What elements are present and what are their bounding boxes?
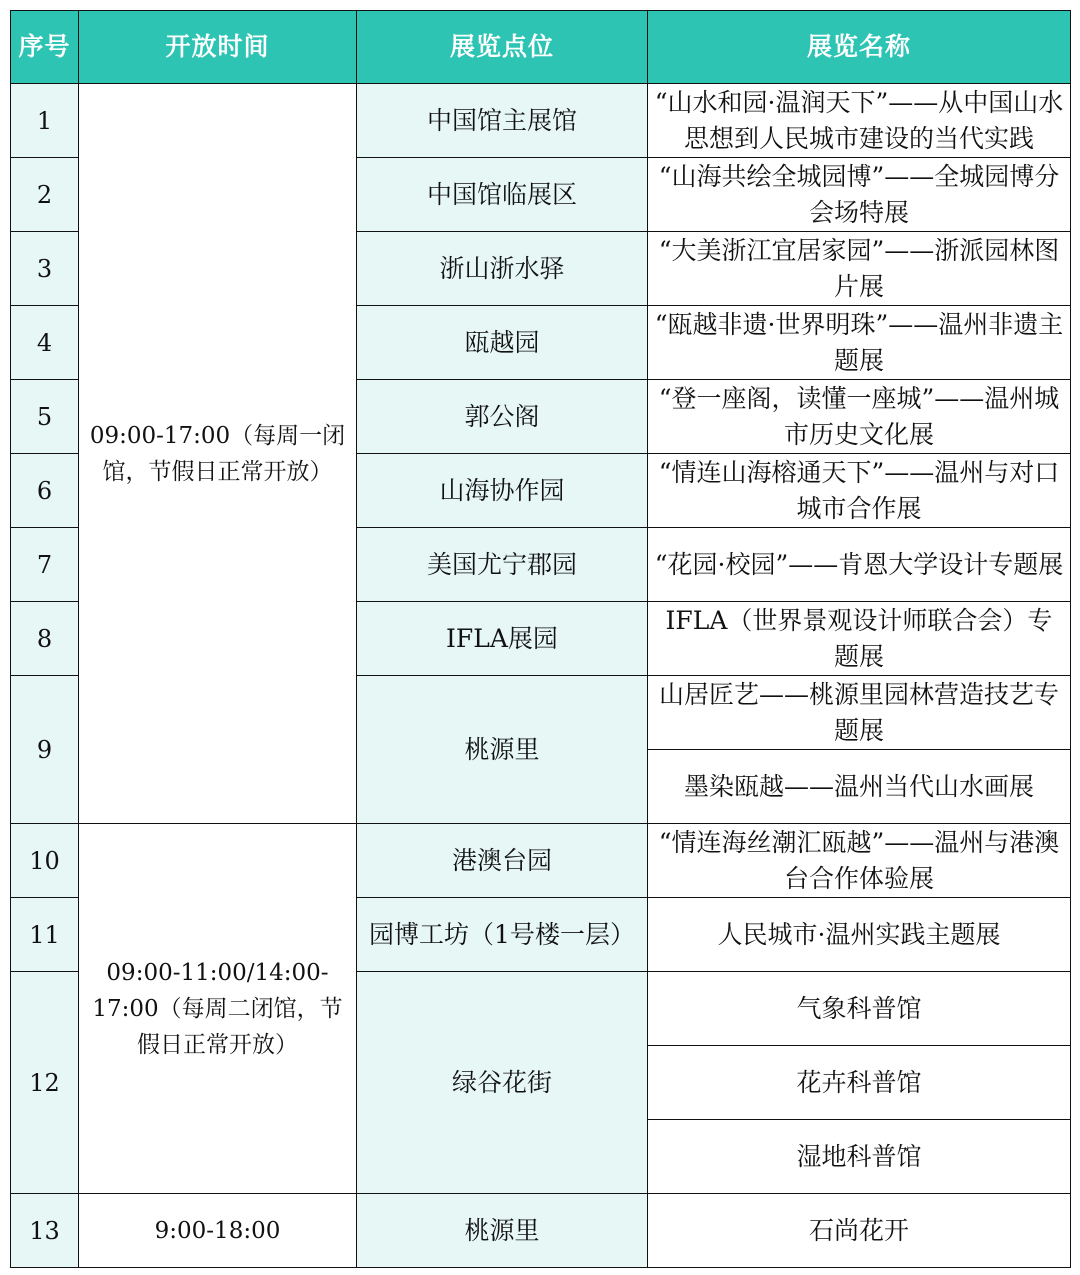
row-index: 6: [11, 454, 79, 528]
exhibition-name-cell: 墨染瓯越——温州当代山水画展: [648, 750, 1071, 824]
header-name: 展览名称: [648, 11, 1071, 84]
row-index: 13: [11, 1194, 79, 1268]
exhibition-name-cell: IFLA（世界景观设计师联合会）专题展: [648, 602, 1071, 676]
venue-cell: 桃源里: [357, 1194, 648, 1268]
venue-cell: 郭公阁: [357, 380, 648, 454]
venue-cell: 山海协作园: [357, 454, 648, 528]
header-row: [11, 11, 1071, 84]
row-index: 11: [11, 898, 79, 972]
exhibition-name-cell: “登一座阁，读懂一座城”——温州城市历史文化展: [648, 380, 1071, 454]
exhibition-name-cell: 花卉科普馆: [648, 1046, 1071, 1120]
opening-hours-cell: 09:00-17:00（每周一闭馆，节假日正常开放）: [79, 84, 357, 824]
row-index: 12: [11, 972, 79, 1194]
row-index: 3: [11, 232, 79, 306]
table-row: [11, 1194, 1071, 1268]
row-index: 8: [11, 602, 79, 676]
row-index: 4: [11, 306, 79, 380]
table-row: [11, 824, 1071, 898]
row-index: 9: [11, 676, 79, 824]
exhibition-name-cell: 湿地科普馆: [648, 1120, 1071, 1194]
row-index: 5: [11, 380, 79, 454]
exhibition-name-cell: “大美浙江宜居家园”——浙派园林图片展: [648, 232, 1071, 306]
venue-cell: 瓯越园: [357, 306, 648, 380]
row-index: 7: [11, 528, 79, 602]
venue-cell: 美国尤宁郡园: [357, 528, 648, 602]
exhibition-name-cell: 山居匠艺——桃源里园林营造技艺专题展: [648, 676, 1071, 750]
venue-cell: 桃源里: [357, 676, 648, 824]
header-venue: 展览点位: [357, 11, 648, 84]
venue-cell: 浙山浙水驿: [357, 232, 648, 306]
exhibition-name-cell: 石尚花开: [648, 1194, 1071, 1268]
exhibition-name-cell: “情连山海榕通天下”——温州与对口城市合作展: [648, 454, 1071, 528]
table-row: [11, 84, 1071, 158]
opening-hours-cell: 09:00-11:00/14:00-17:00（每周二闭馆，节假日正常开放）: [79, 824, 357, 1194]
venue-cell: 港澳台园: [357, 824, 648, 898]
exhibition-name-cell: “瓯越非遗·世界明珠”——温州非遗主题展: [648, 306, 1071, 380]
exhibition-name-cell: “山水和园·温润天下”——从中国山水思想到人民城市建设的当代实践: [648, 84, 1071, 158]
row-index: 1: [11, 84, 79, 158]
venue-cell: 中国馆主展馆: [357, 84, 648, 158]
header-index: 序号: [11, 11, 79, 84]
header-hours: 开放时间: [79, 11, 357, 84]
exhibition-name-cell: “山海共绘全城园博”——全城园博分会场特展: [648, 158, 1071, 232]
venue-cell: 绿谷花街: [357, 972, 648, 1194]
exhibition-name-cell: “花园·校园”——肯恩大学设计专题展: [648, 528, 1071, 602]
exhibition-name-cell: 人民城市·温州实践主题展: [648, 898, 1071, 972]
exhibition-name-cell: 气象科普馆: [648, 972, 1071, 1046]
exhibition-table: [10, 10, 1071, 1268]
venue-cell: 中国馆临展区: [357, 158, 648, 232]
opening-hours-cell: 9:00-18:00: [79, 1194, 357, 1268]
row-index: 2: [11, 158, 79, 232]
row-index: 10: [11, 824, 79, 898]
exhibition-name-cell: “情连海丝潮汇瓯越”——温州与港澳台合作体验展: [648, 824, 1071, 898]
venue-cell: 园博工坊（1号楼一层）: [357, 898, 648, 972]
venue-cell: IFLA展园: [357, 602, 648, 676]
